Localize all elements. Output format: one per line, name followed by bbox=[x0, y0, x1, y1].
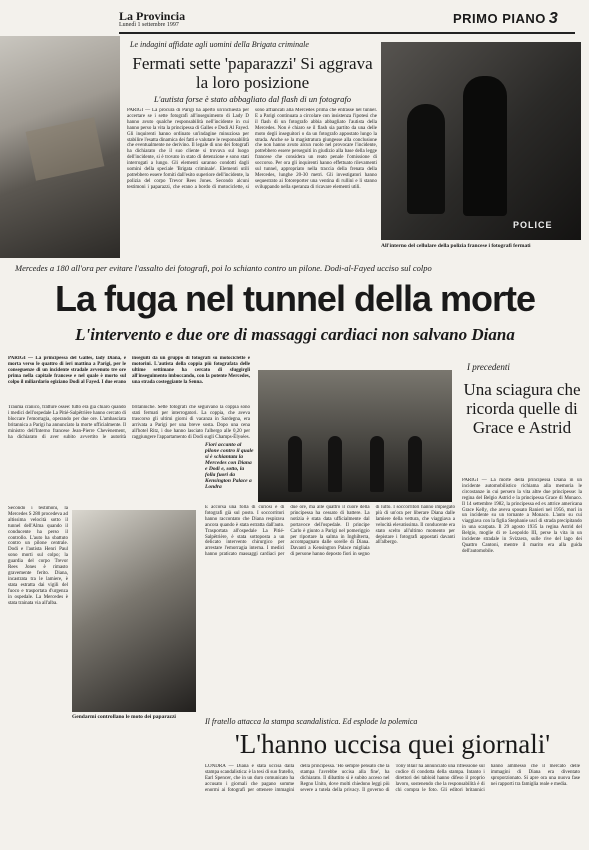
photo-caption-police: All'interno del cellulare della polizia francese i fotografi fermati bbox=[381, 243, 531, 249]
header-rule bbox=[119, 32, 575, 34]
photo-police-van bbox=[381, 42, 581, 240]
newspaper-name: La Provincia bbox=[119, 9, 186, 23]
bottom-headline: 'L'hanno uccisa quei giornali' bbox=[234, 729, 551, 759]
main-headline: La fuga nel tunnel della morte bbox=[54, 278, 536, 319]
sidebar-body: PARIGI — La morte della principessa Diana in un incidente automobilistico richiama alla memoria le circostanze in cui persero la vita altre due principesse: la regina del Belgio Astrid e la principessa Grace di Monaco. Il 14 settembre 1982, la principessa ed ex attrice americana Grace Kelly, che aveva sposato Ranieri nel 1956, morì in un incidente su un tornante a Monaco. L'auto su cui viaggiava con la figlia Stephanie uscì di strada precipitando in una scarpata. Il 29 agosto 1935 la regina Astrid del Belgio, moglie di re Leopoldo III, perse la vita in un incidente stradale in Svizzera, sulle rive del lago dei Quattro Cantoni, mentre il marito era alla guida dell'automobile. bbox=[462, 478, 582, 554]
page-number: 3 bbox=[548, 10, 559, 27]
sidebar-label: I precedenti bbox=[467, 362, 510, 372]
main-kicker: Mercedes a 180 all'ora per evitare l'assalto dei fotografi, poi lo schianto contro un pilone. Dodi-al-Fayed ucciso sul colpo bbox=[15, 263, 432, 273]
photographer-silhouette bbox=[407, 104, 445, 214]
section-name: PRIMO PIANO bbox=[453, 11, 546, 26]
photo-caption-flowers: Fiori accanto al pilone contro il quale si è schiantata la Mercedes con Diana e Dodi e, sotto, la folla fuori da Kensington Palace a Londra bbox=[205, 442, 254, 490]
bottom-kicker: Il fratello attacca la stampa scandalistica. Ed esplode la polemica bbox=[205, 717, 418, 726]
person-silhouette bbox=[288, 436, 302, 492]
police-sign: POLICE bbox=[513, 220, 553, 230]
main-subhead: L'intervento e due ore di massaggi cardiaci non salvano Diana bbox=[75, 325, 515, 344]
person-silhouette bbox=[408, 436, 422, 492]
photo-tunnel-crowd bbox=[258, 370, 452, 502]
bottom-article-body: LONDRA — Diana è stata uccisa dalla stampa scandalistica: è la tesi di suo fratello, Earl Spencer, che in un duro comunicato ha accusato i giornali che pagano somme enormi ai fotografi per ottenere immagini della principessa. 'Ho sempre pensato che la stampa l'avrebbe uccisa alla fine', ha dichiarato. Il dibattito si è subito acceso nel Regno Unito, dove molti chiedono leggi più severe a tutela della privacy. Il governo di Tony Blair ha annunciato una riflessione sul codice di condotta della stampa. Intanto i direttori dei tabloid hanno difeso il proprio lavoro, sostenendo che la responsabilità è di chi compra le foto. Gli editori britannici hanno ammesso che il mercato delle immagini di Diana era diventato sproporzionato. Si apre ora una nuova fase nei rapporti tra famiglia reale e media. bbox=[205, 764, 580, 793]
top-subhead: L'autista forse è stato abbagliato dal flash di un fotografo bbox=[153, 94, 352, 104]
photo-gendarmes bbox=[72, 510, 196, 712]
top-article-body: PARIGI — La procura di Parigi ha aperto un'inchiesta per accertare se i sette fotografi all'inseguimento di Lady D hanno avuto qualche responsabilità nell'incidente in cui hanno perso la vita la principessa di Galles e Dodi Al Fayed. Gli inquirenti hanno ordinato un'indagine minuziosa per stabilire l'esatta dinamica dei fatti e valutare le responsabilità che eventualmente ne derivino. Il legale di uno dei fotografi ha dichiarato che il suo cliente si trovava sul luogo dell'incidente, si è trovato in stato di detenzione e sono stati interrogati a lungo. Gli elementi saranno condotti dagli uomini della speciale 'Brigata criminale'. Elementi utili potrebbero essere forniti dall'esito superiore dell'incidente, la polizia del corpo Trevor Rees Jones. Secondo alcuni testimoni i paparazzi, che erano a bordo di motociclette, si sono affiancati alla Mercedes prima che entrasse nel tunnel. E a Parigi continuata a circolare con insistenza l'ipotesi che il flash di un fotografo abbia abbagliato l'autista della Mercedes. Non è chiaro se il flash sia partito da una delle moto degli inseguitori o da un fotografo appostato lungo la strada. Anche se la magistratura giungesse alla conclusione che non hanno avuto alcun ruolo nel provocare l'incidente, potrebbero essere perseguiti in giudizio alla base della legge francese che considera un reato penale l'omissione di soccorso. Per ora gli inquirenti hanno effettuato rilevamenti sul tunnel, appropriato nella traccia della frenata della Mercedes, lunghe 20-30 metri. Gli investigatori hanno sequestrato ai fotoreporter una ventina di rullini e li stanno sviluppando nella speranza di ricavare elementi utili. bbox=[127, 108, 377, 190]
sidebar-headline: Una sciagura che ricorda quelle di Grace e Astrid bbox=[463, 380, 581, 437]
photo-caption-gendarmes: Gendarmi controllano le moto dei paparazzi bbox=[72, 714, 176, 720]
flag-draped-coffin bbox=[26, 117, 105, 180]
section-header bbox=[453, 10, 558, 28]
main-article-continuation: È accorsa una folla di curiosi e di fotografi già sul posto. I soccorritori hanno raccontato che Diana respirava ancora quando è stata estratta dall'auto. Trasportata all'ospedale La Pitié-Salpêtrière, è stata sottoposta a un delicato intervento chirurgico per arrestare l'emorragia interna. I medici hanno praticato massaggi cardiaci per due ore, ma alle quattro il cuore della principessa ha cessato di battere. La notizia è stata data ufficialmente dal portavoce dell'ospedale. Il principe Carlo è giunto a Parigi nel pomeriggio per riportare la salma in Inghilterra, accompagnato dalle sorelle di Diana. Davanti a Kensington Palace migliaia di persone hanno deposto fiori in segno di lutto. I soccorritori hanno impiegato più di un'ora per liberare Diana dalle lamiere della vettura, che viaggiava a velocità elevatissima. Il conducente era stato scelto all'ultimo momento per depistare i fotografi appostati davanti all'albergo. bbox=[205, 505, 455, 558]
main-lead: PARIGI — La principessa del Galles, lady Diana, è morta verso le quattro di ieri mattina a Parigi, per le conseguenze di un incidente stradale avvenuto tre ore prima nella capitale francese e nel quale è morto sul colpo il miliardario egiziano Dodi al Fayed. I due erano inseguiti da un gruppo di fotografi su motociclette e motorini. L'autista della coppia più fotografata delle ultime settimane ha cercato di sfuggirgli all'inseguimento imboccando, con la potente Mercedes, una strada costeggiante la Senna. bbox=[8, 356, 250, 385]
photographer-silhouette bbox=[463, 76, 507, 216]
top-headline: Fermati sette 'paparazzi' Si aggrava la loro posizione bbox=[132, 54, 373, 92]
issue-date: Lunedì 1 settembre 1997 bbox=[119, 22, 179, 28]
top-kicker: Le indagini affidate agli uomini della Brigata criminale bbox=[130, 40, 309, 49]
photo-coffin-procession bbox=[0, 36, 120, 258]
person-silhouette bbox=[328, 436, 342, 492]
person-silhouette bbox=[370, 436, 384, 492]
main-article-body: Trauma cranico, fratture ossee: tutto era già chiaro quando i medici dell'ospedale La Pitié-Salpêtrière hanno cercato di bloccare l'emorragia, operando per due ore. L'ambasciata britannica a Parigi ha annunciato la morte ufficialmente. Il ministro dell'Interno francese Jean-Pierre Chevènement, ha dichiarato di aver subito avvertito le autorità britanniche. Sette fotografi che seguivano la coppia sono stati fermati per interrogatori. La coppia, che aveva trascorso gli ultimi giorni di vacanza in Sardegna, era arrivata a Parigi per una breve sosta. Dopo una cena all'hotel Ritz, i due hanno lasciato l'albergo alle 0,20 per raggiungere l'appartamento di Dodi sugli Champs-Élysées. bbox=[8, 405, 250, 440]
main-article-column: Secondo i testimoni, la Mercedes S 280 procedeva ad altissima velocità sotto il tunnel dell'Alma quando il conducente ha perso il controllo. L'auto ha sbattuto contro un pilone centrale. Dodi e l'autista Henri Paul sono morti sul colpo; la guardia del corpo Trevor Rees Jones è rimasto gravemente ferito. Diana, incastrata tra le lamiere, è stata estratta dai vigili del fuoco e trasportata d'urgenza in ospedale. La Mercedes è stata trainata via all'alba. bbox=[8, 506, 68, 606]
